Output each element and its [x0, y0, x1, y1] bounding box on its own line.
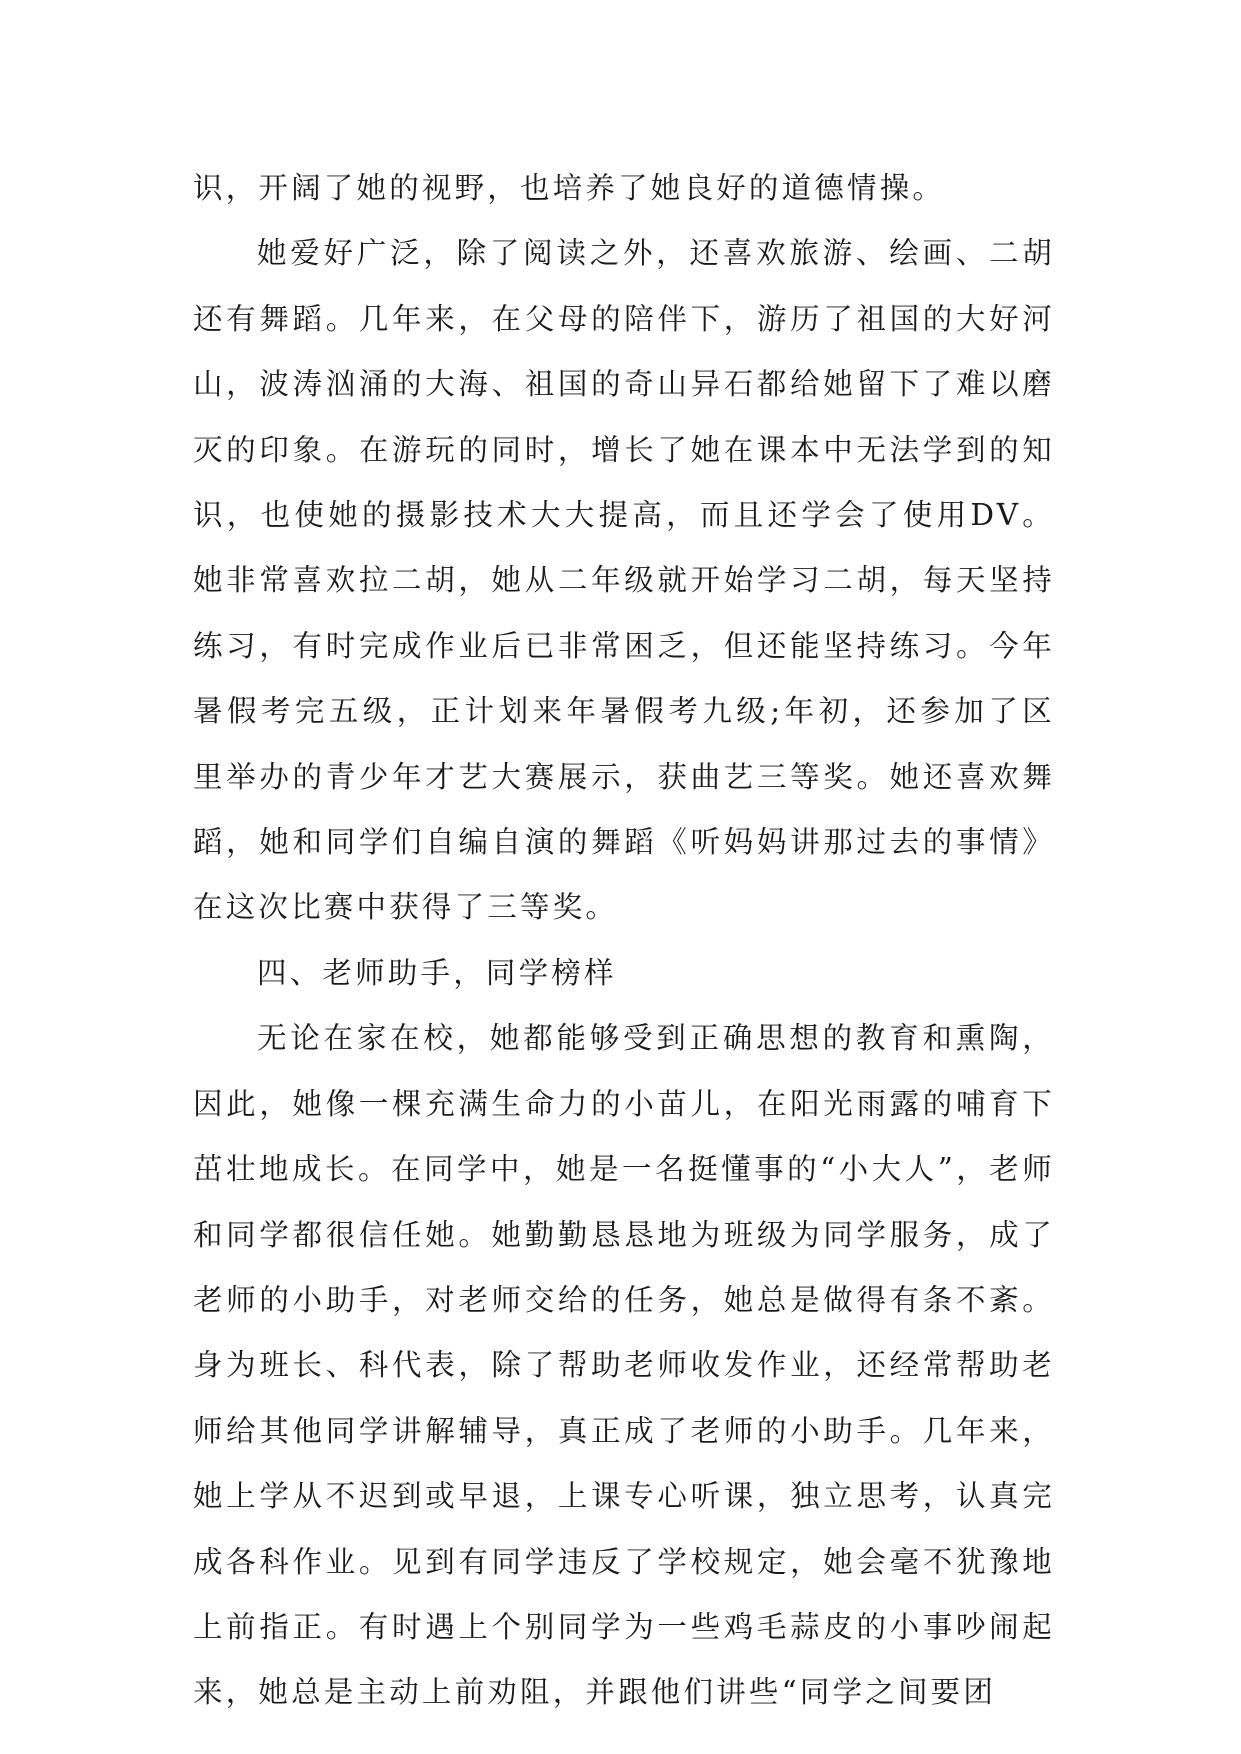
section-heading: 四、老师助手，同学榜样: [257, 955, 617, 990]
paragraph-continuation: 识，开阔了她的视野，也培养了她良好的道德情操。: [193, 171, 946, 205]
document-body: [193, 156, 1055, 1726]
paragraph-teacher-helper: 无论在家在校，她都能够受到正确思想的教育和熏陶，因此，她像一棵充满生命力的小苗儿，在阳光雨露的哺育下茁壮地成长。在同学中，她是一名挺懂事的“小大人”，老师和同学都很信任她。她勤勤恳恳地为班级为同学服务，成了老师的小助手，对老师交给的任务，她总是做得有条不紊。身为班长、科代表，除了帮助老师收发作业，还经常帮助老师给其他同学讲解辅导，真正成了老师的小助手。几年来，她上学从不迟到或早退，上课专心听课，独立思考，认真完成各科作业。见到有同学违反了学校规定，她会毫不犹豫地上前指正。有时遇上个别同学为一些鸡毛蒜皮的小事吵闹起来，她总是主动上前劝阻，并跟他们讲些“同学之间要团: [193, 1021, 1055, 1710]
paragraph-hobbies: 她爱好广泛，除了阅读之外，还喜欢旅游、绘画、二胡还有舞蹈。几年来，在父母的陪伴下，游历了祖国的大好河山，波涛汹涌的大海、祖国的奇山异石都给她留下了难以磨灭的印象。在游玩的同时，增长了她在课本中无法学到的知识，也使她的摄影技术大大提高，而且还学会了使用DV。她非常喜欢拉二胡，她从二年级就开始学习二胡，每天坚持练习，有时完成作业后已非常困乏，但还能坚持练习。今年暑假考完五级，正计划来年暑假考九级;年初，还参加了区里举办的青少年才艺大赛展示，获曲艺三等奖。她还喜欢舞蹈，她和同学们自编自演的舞蹈《听妈妈讲那过去的事情》在这次比赛中获得了三等奖。: [193, 236, 1055, 925]
